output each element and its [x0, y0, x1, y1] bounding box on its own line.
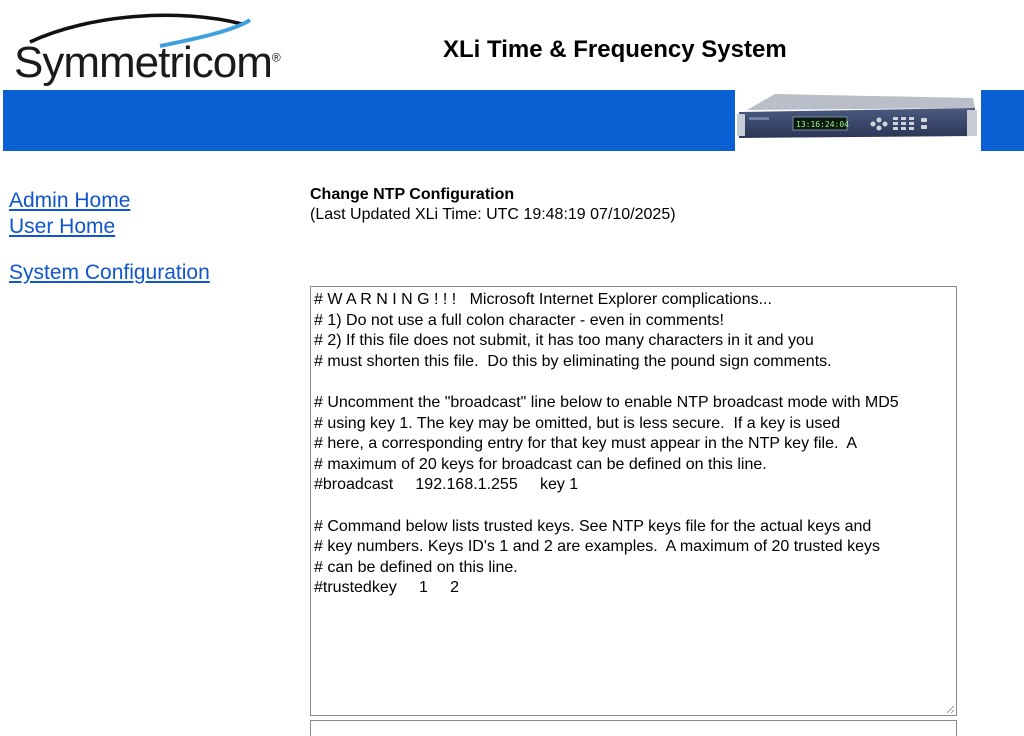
xli-device-icon	[735, 90, 981, 151]
resize-grip-icon[interactable]	[945, 704, 955, 714]
ntp-config-textarea[interactable]	[310, 286, 957, 716]
device-image	[735, 90, 981, 151]
system-configuration-link[interactable]: System Configuration	[9, 261, 210, 284]
user-home-link[interactable]: User Home	[9, 215, 116, 238]
logo-text: Symmetricom®	[14, 38, 280, 87]
admin-home-link[interactable]: Admin Home	[9, 189, 131, 212]
secondary-textarea[interactable]	[310, 720, 957, 736]
device-display-text: 13:16:24:04	[796, 120, 849, 129]
page-title: Change NTP Configuration	[310, 186, 515, 203]
last-updated-text: (Last Updated XLi Time: UTC 19:48:19 07/10/2025)	[310, 206, 676, 223]
symmetricom-logo	[10, 10, 285, 90]
registered-mark: ®	[271, 50, 280, 65]
app-title: XLi Time & Frequency System	[443, 36, 787, 63]
